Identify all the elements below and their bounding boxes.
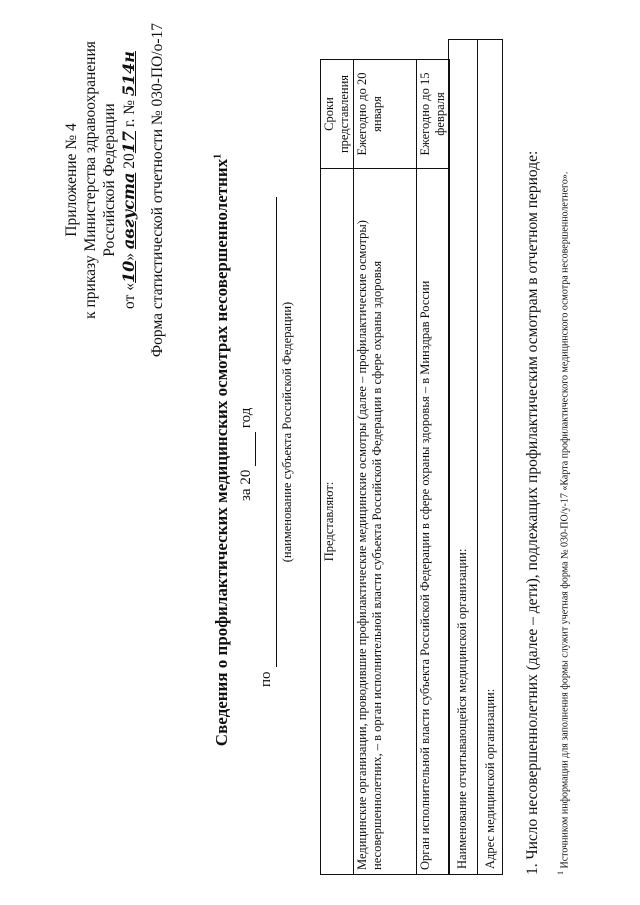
ministry-line: Российской Федерации <box>101 103 118 257</box>
org-name-field: Наименование отчитывающейся медицинской организации: <box>448 39 478 875</box>
table-cell-who: Орган исполнительной власти субъекта Российской Федерации в сфере охраны здоровья – в Минздрав России <box>417 169 450 875</box>
appendix-number: Приложение № 4 <box>63 123 80 237</box>
year-blank <box>238 432 256 466</box>
order-line: к приказу Министерства здравоохранения <box>82 41 99 319</box>
date-year: 17 <box>119 131 138 154</box>
form-code: Форма статистической отчетности № 030-ПО/о-17 <box>149 22 166 358</box>
appendix-header <box>62 15 139 345</box>
footnote <box>556 35 570 875</box>
table-cell-who: Медицинские организации, проводившие профилактические медицинские осмотры (далее – профилактические осмотры) несовершеннолетних, – в орган исполнительной власти субъекта Российской Федерации в сфере охраны здоровья <box>354 169 417 875</box>
date-month: августа <box>119 172 138 250</box>
period-line: за 20 год <box>238 407 254 501</box>
org-address-field: Адрес медицинской организации: <box>477 39 503 875</box>
table-cell-deadline: Ежегодно до 15 февраля <box>417 60 450 169</box>
table-header: Представляют: <box>321 169 354 875</box>
subject-po-label: по <box>258 671 274 687</box>
table-row <box>417 60 450 875</box>
footnote-mark: 1 <box>556 871 565 875</box>
table-header: Сроки представления <box>321 60 354 169</box>
order-number: 514н <box>119 51 138 97</box>
subject-blank-line <box>276 197 277 667</box>
table-row <box>354 60 417 875</box>
subject-caption: (наименование субъекта Российской Федерации) <box>280 301 294 563</box>
table-cell-deadline: Ежегодно до 20 января <box>354 60 417 169</box>
section-1-heading: 1. Число несовершеннолетних (далее – дети), подлежащих профилактическим осмотрам в отчетном периоде: <box>524 150 541 875</box>
footnote-text: Источником информации для заполнения формы служит учетная форма № 030-ПО/у-17 «Карта профилактического медицинского осмотра несовершеннолетнего». <box>559 171 571 869</box>
reporting-table <box>320 59 450 875</box>
table-header-row <box>321 60 354 875</box>
page-title: Сведения о профилактических медицинских осмотрах несовершеннолетних$^1$ <box>212 153 231 747</box>
order-date-line: от «10» августа 2017 г. № 514н <box>119 51 138 309</box>
date-day: 10 <box>119 260 138 284</box>
